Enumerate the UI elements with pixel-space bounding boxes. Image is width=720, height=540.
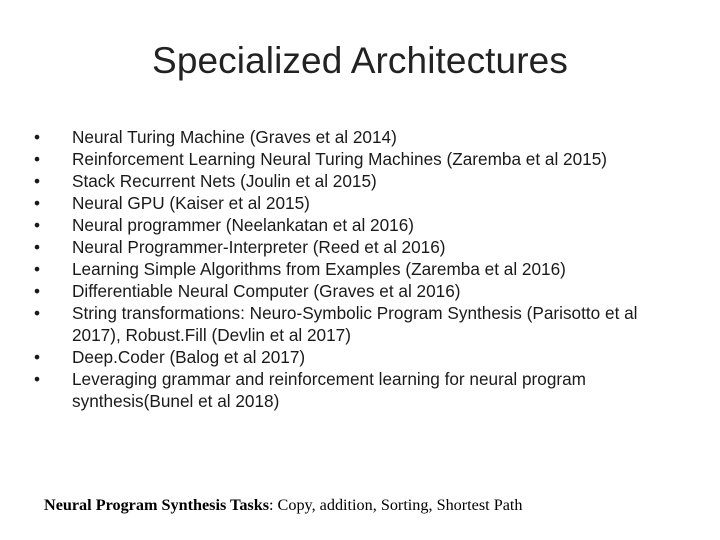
bullet-text: Deep.Coder (Balog et al 2017) — [72, 347, 306, 367]
bullet-icon: • — [33, 259, 41, 279]
bullet-text: Stack Recurrent Nets (Joulin et al 2015) — [72, 171, 377, 191]
bullet-text: Neural programmer (Neelankatan et al 2016) — [72, 215, 415, 235]
bullet-item — [28, 346, 688, 368]
footer-label: Neural Program Synthesis Tasks — [44, 496, 270, 514]
bullet-item — [28, 192, 688, 214]
bullet-text: Leveraging grammar and reinforcement learning for neural program synthesis(Bunel et al 2018) — [72, 369, 586, 411]
bullet-icon: • — [33, 303, 41, 323]
bullet-item — [28, 170, 688, 192]
bullet-item — [28, 258, 688, 280]
bullet-icon: • — [33, 369, 41, 389]
bullet-text: Learning Simple Algorithms from Examples (Zaremba et al 2016) — [72, 259, 566, 279]
bullet-text: Differentiable Neural Computer (Graves et al 2016) — [72, 281, 461, 301]
bullet-text: Reinforcement Learning Neural Turing Machines (Zaremba et al 2015) — [72, 149, 607, 169]
bullet-item — [28, 126, 688, 148]
bullet-item — [28, 368, 688, 412]
bullet-icon: • — [33, 193, 41, 213]
bullet-text: String transformations: Neuro-Symbolic Program Synthesis (Parisotto et al 2017), Robust.Fill (Devlin et al 2017) — [72, 303, 638, 345]
bullet-item — [28, 236, 688, 258]
footer-note — [44, 495, 684, 515]
bullet-item — [28, 302, 688, 346]
bullet-icon: • — [33, 237, 41, 257]
bullet-text: Neural Programmer-Interpreter (Reed et al 2016) — [72, 237, 446, 257]
bullet-icon: • — [33, 149, 41, 169]
slide-title: Specialized Architectures — [152, 40, 568, 81]
bullet-item — [28, 148, 688, 170]
bullet-icon: • — [33, 347, 41, 367]
bullet-icon: • — [33, 215, 41, 235]
bullet-text: Neural Turing Machine (Graves et al 2014) — [72, 127, 397, 147]
bullet-text: Neural GPU (Kaiser et al 2015) — [72, 193, 310, 213]
bullet-icon: • — [33, 127, 41, 147]
bullet-item — [28, 280, 688, 302]
bullet-item — [28, 214, 688, 236]
bullet-icon: • — [33, 171, 41, 191]
bullet-icon: • — [33, 281, 41, 301]
bullet-list — [28, 126, 688, 412]
footer-text: : Copy, addition, Sorting, Shortest Path — [269, 496, 523, 514]
